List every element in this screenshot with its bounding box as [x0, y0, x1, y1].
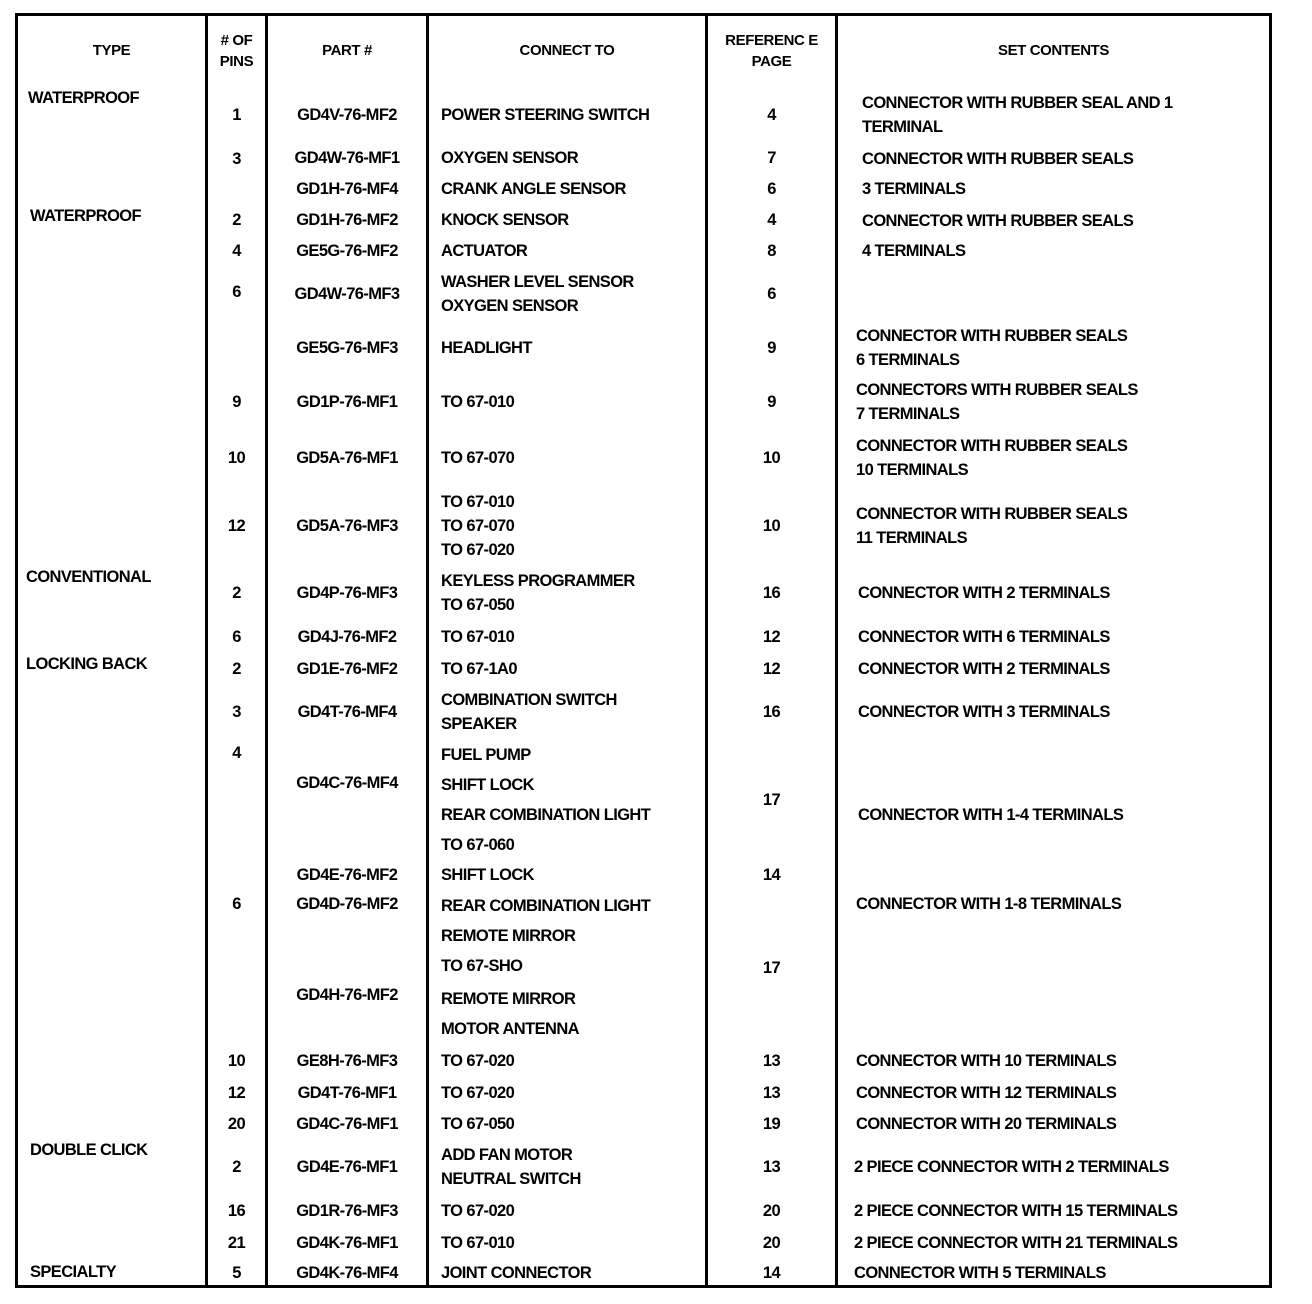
pins-cell: 3 — [208, 144, 265, 203]
pins-cell: 5 — [208, 1260, 265, 1285]
part-number: GD4T-76-MF4 — [268, 686, 426, 738]
part-number: GD4K-76-MF1 — [268, 1228, 426, 1257]
connect-line: HEADLIGHT — [441, 338, 532, 357]
set-contents — [838, 1197, 1269, 1225]
connect-to — [429, 1197, 705, 1225]
ref-page: 16 — [708, 567, 835, 619]
pins-cell: 6 — [208, 892, 265, 1044]
set-contents — [838, 686, 1269, 738]
set-line: CONNECTOR WITH 1-4 TERMINALS — [858, 806, 1124, 824]
connect-line: TO 67-010 — [441, 393, 515, 411]
pins-cell: 20 — [208, 1110, 265, 1137]
connect-line: FUEL PUMP — [441, 745, 531, 764]
set-contents — [838, 1260, 1269, 1285]
part-number: GD4J-76-MF2 — [268, 622, 426, 651]
part-number: GD4P-76-MF3 — [268, 567, 426, 619]
type-waterproof-1: WATERPROOF — [18, 88, 205, 203]
ref-page: 14 — [708, 1260, 835, 1285]
set-line: CONNECTOR WITH 20 TERMINALS — [856, 1114, 1117, 1133]
connect-to — [429, 144, 705, 172]
ref-page: 12 — [708, 622, 835, 651]
type-waterproof-2: WATERPROOF — [18, 206, 205, 564]
set-contents — [838, 487, 1269, 564]
part-number: GD4H-76-MF2 — [268, 983, 426, 1044]
header-type: TYPE — [18, 16, 205, 85]
type-locking-back: LOCKING BACK — [18, 654, 205, 1137]
ref-page: 19 — [708, 1110, 835, 1137]
header-part: PART # — [268, 16, 426, 85]
header-ref: REFERENC E PAGE — [708, 16, 835, 85]
set-contents — [838, 892, 1269, 1044]
connect-to — [429, 431, 705, 484]
pins-cell: 10 — [208, 431, 265, 484]
ref-page: 13 — [708, 1140, 835, 1194]
pins-cell: 3 — [208, 686, 265, 738]
part-number: GD4W-76-MF1 — [268, 144, 426, 172]
set-line: 2 PIECE CONNECTOR WITH 21 TERMINALS — [854, 1233, 1178, 1252]
set-line: 10 TERMINALS — [856, 460, 968, 479]
ref-page: 13 — [708, 1047, 835, 1075]
set-contents — [838, 88, 1269, 141]
connect-line: CRANK ANGLE SENSOR — [441, 180, 626, 198]
set-line: CONNECTOR WITH RUBBER SEALS — [856, 326, 1128, 345]
connect-line: NEUTRAL SWITCH — [441, 1170, 581, 1188]
pins-cell: 21 — [208, 1228, 265, 1257]
connect-line: COMBINATION SWITCH — [441, 691, 617, 709]
connect-to — [429, 1110, 705, 1137]
set-line: CONNECTOR WITH 5 TERMINALS — [854, 1263, 1106, 1282]
connect-line: REAR COMBINATION LIGHT — [441, 897, 651, 915]
connect-line: TO 67-010 — [441, 492, 515, 511]
connect-line: ACTUATOR — [441, 242, 528, 260]
header-pins: # OF PINS — [208, 16, 265, 85]
type-specialty: SPECIALTY — [18, 1260, 205, 1285]
part-number: GD1R-76-MF3 — [268, 1197, 426, 1225]
part-number: GD5A-76-MF1 — [268, 431, 426, 484]
ref-page: 9 — [708, 376, 835, 428]
connect-to — [429, 983, 705, 1044]
pins-cell: 6 — [208, 622, 265, 651]
set-contents — [838, 206, 1269, 265]
ref-page: 6 — [708, 268, 835, 319]
ref-page: 9 — [708, 322, 835, 373]
part-number: GE8H-76-MF3 — [268, 1047, 426, 1075]
pins-cell: 4 — [208, 741, 265, 889]
pins-cell: 9 — [208, 376, 265, 428]
header-connect: CONNECT TO — [429, 16, 705, 85]
connect-to — [429, 622, 705, 651]
connect-to — [429, 1047, 705, 1075]
pins-cell: 1 — [208, 88, 265, 141]
connect-to — [429, 175, 705, 203]
header-set: SET CONTENTS — [838, 16, 1269, 85]
set-contents — [838, 322, 1269, 373]
set-line: CONNECTORS WITH RUBBER SEALS — [856, 381, 1138, 399]
part-number: GD4D-76-MF2 — [268, 892, 426, 980]
set-line: CONNECTOR WITH RUBBER SEALS — [862, 211, 1134, 230]
set-line: CONNECTOR WITH RUBBER SEALS — [856, 436, 1128, 455]
set-line: 3 TERMINALS — [862, 179, 966, 198]
ref-page: 4 — [708, 206, 835, 234]
set-contents — [838, 1110, 1269, 1137]
ref-page: 8 — [708, 237, 835, 265]
connect-line: WASHER LEVEL SENSOR — [441, 272, 634, 291]
set-contents — [838, 1047, 1269, 1075]
set-line: CONNECTOR WITH 3 TERMINALS — [858, 703, 1110, 721]
connect-to — [429, 741, 705, 858]
set-contents — [838, 622, 1269, 651]
set-contents — [838, 1228, 1269, 1257]
connect-line: ADD FAN MOTOR — [441, 1146, 573, 1164]
pins-cell: 2 — [208, 206, 265, 234]
connect-line: TO 67-050 — [441, 1114, 515, 1133]
connect-line: KNOCK SENSOR — [441, 211, 569, 229]
set-line: 2 PIECE CONNECTOR WITH 15 TERMINALS — [854, 1202, 1178, 1220]
ref-page: 6 — [708, 175, 835, 203]
connect-to — [429, 237, 705, 265]
pins-cell: 2 — [208, 654, 265, 683]
connect-to — [429, 487, 705, 564]
set-contents — [838, 567, 1269, 619]
type-double-click: DOUBLE CLICK — [18, 1140, 205, 1257]
set-line: CONNECTOR WITH 10 TERMINALS — [856, 1052, 1117, 1070]
connect-to — [429, 1140, 705, 1194]
connect-line: REMOTE MIRROR — [441, 989, 576, 1008]
connect-line: KEYLESS PROGRAMMER — [441, 572, 635, 590]
ref-page: 16 — [708, 686, 835, 738]
pins-cell: 16 — [208, 1197, 265, 1225]
ref-page: 4 — [708, 88, 835, 141]
connect-line: REMOTE MIRROR — [441, 927, 576, 945]
part-number: GD1P-76-MF1 — [268, 376, 426, 428]
connect-line: OXYGEN SENSOR — [441, 296, 579, 315]
connect-line: TO 67-1A0 — [441, 659, 517, 678]
ref-page: 10 — [708, 487, 835, 564]
pins-cell: 10 — [208, 1047, 265, 1075]
part-number: GD1E-76-MF2 — [268, 654, 426, 683]
connect-to — [429, 686, 705, 738]
connect-to — [429, 88, 705, 141]
set-line: 2 PIECE CONNECTOR WITH 2 TERMINALS — [854, 1158, 1169, 1176]
connect-to — [429, 206, 705, 234]
ref-page: 17 — [708, 741, 835, 858]
connect-line: TO 67-060 — [441, 835, 515, 854]
connect-to — [429, 654, 705, 683]
connect-line: TO 67-020 — [441, 540, 515, 559]
connect-line: TO 67-010 — [441, 627, 515, 646]
connect-to — [429, 268, 705, 319]
set-line: CONNECTOR WITH RUBBER SEALS — [862, 149, 1134, 168]
set-line: CONNECTOR WITH RUBBER SEAL AND 1 — [862, 93, 1173, 112]
connect-line: OXYGEN SENSOR — [441, 149, 579, 167]
set-contents — [838, 431, 1269, 484]
type-conventional: CONVENTIONAL — [18, 567, 205, 651]
set-line: CONNECTOR WITH 1-8 TERMINALS — [856, 895, 1122, 913]
connect-to — [429, 892, 705, 980]
ref-page: 14 — [708, 861, 835, 889]
connect-line: TO 67-020 — [441, 1202, 515, 1220]
pins-cell: 12 — [208, 1078, 265, 1107]
part-number: GD4C-76-MF1 — [268, 1110, 426, 1137]
set-line: CONNECTOR WITH 6 TERMINALS — [858, 627, 1110, 646]
part-number: GD1H-76-MF4 — [268, 175, 426, 203]
part-number: GD4T-76-MF1 — [268, 1078, 426, 1107]
connect-line: JOINT CONNECTOR — [441, 1263, 592, 1282]
part-number: GE5G-76-MF3 — [268, 322, 426, 373]
connect-line: TO 67-070 — [441, 516, 515, 535]
connect-line: TO 67-020 — [441, 1052, 515, 1070]
set-line: 4 TERMINALS — [862, 241, 966, 260]
set-contents — [838, 1140, 1269, 1194]
connect-line: TO 67-070 — [441, 448, 515, 467]
connect-line: TO 67-010 — [441, 1233, 515, 1252]
connect-line: TO 67-SHO — [441, 957, 523, 975]
ref-page: 13 — [708, 1078, 835, 1107]
connect-line: TO 67-050 — [441, 596, 515, 614]
set-line: CONNECTOR WITH 2 TERMINALS — [858, 584, 1110, 602]
set-contents — [838, 1078, 1269, 1107]
connect-to — [429, 1078, 705, 1107]
ref-page: 20 — [708, 1197, 835, 1225]
pins-cell: 4 — [208, 237, 265, 265]
connect-to — [429, 376, 705, 428]
ref-page: 10 — [708, 431, 835, 484]
part-number: GE5G-76-MF2 — [268, 237, 426, 265]
set-line: 7 TERMINALS — [856, 405, 960, 423]
set-line: CONNECTOR WITH 12 TERMINALS — [856, 1083, 1117, 1102]
set-line: 6 TERMINALS — [856, 350, 960, 369]
set-contents — [838, 654, 1269, 683]
connect-line: REAR COMBINATION LIGHT — [441, 805, 651, 824]
connect-to — [429, 1260, 705, 1285]
ref-page: 20 — [708, 1228, 835, 1257]
set-line: CONNECTOR WITH 2 TERMINALS — [858, 659, 1110, 678]
pins-cell: 6 — [208, 268, 265, 373]
set-contents — [838, 376, 1269, 428]
part-number: GD4K-76-MF4 — [268, 1260, 426, 1285]
part-number: GD4C-76-MF4 — [268, 741, 426, 858]
set-contents — [838, 268, 1269, 319]
pins-cell: 12 — [208, 487, 265, 564]
connect-line: POWER STEERING SWITCH — [441, 105, 650, 124]
part-number: GD4E-76-MF2 — [268, 861, 426, 889]
part-number: GD4W-76-MF3 — [268, 268, 426, 319]
set-line: CONNECTOR WITH RUBBER SEALS — [856, 504, 1128, 523]
connect-to — [429, 322, 705, 373]
part-number: GD4E-76-MF1 — [268, 1140, 426, 1194]
connect-to — [429, 1228, 705, 1257]
part-number: GD4V-76-MF2 — [268, 88, 426, 141]
pins-cell: 2 — [208, 1140, 265, 1194]
pins-cell: 2 — [208, 567, 265, 619]
ref-page: 12 — [708, 654, 835, 683]
set-line: TERMINAL — [862, 117, 943, 136]
set-contents — [838, 144, 1269, 203]
connect-line: SHIFT LOCK — [441, 866, 534, 884]
set-line: 11 TERMINALS — [856, 528, 968, 547]
part-number: GD1H-76-MF2 — [268, 206, 426, 234]
part-number: GD5A-76-MF3 — [268, 487, 426, 564]
ref-page: 17 — [708, 892, 835, 1044]
connect-line: TO 67-020 — [441, 1083, 515, 1102]
set-contents — [838, 741, 1269, 889]
connect-to — [429, 861, 705, 889]
connect-line: SPEAKER — [441, 715, 517, 733]
connect-line: SHIFT LOCK — [441, 775, 534, 794]
connect-to — [429, 567, 705, 619]
connect-line: MOTOR ANTENNA — [441, 1019, 579, 1038]
ref-page: 7 — [708, 144, 835, 172]
